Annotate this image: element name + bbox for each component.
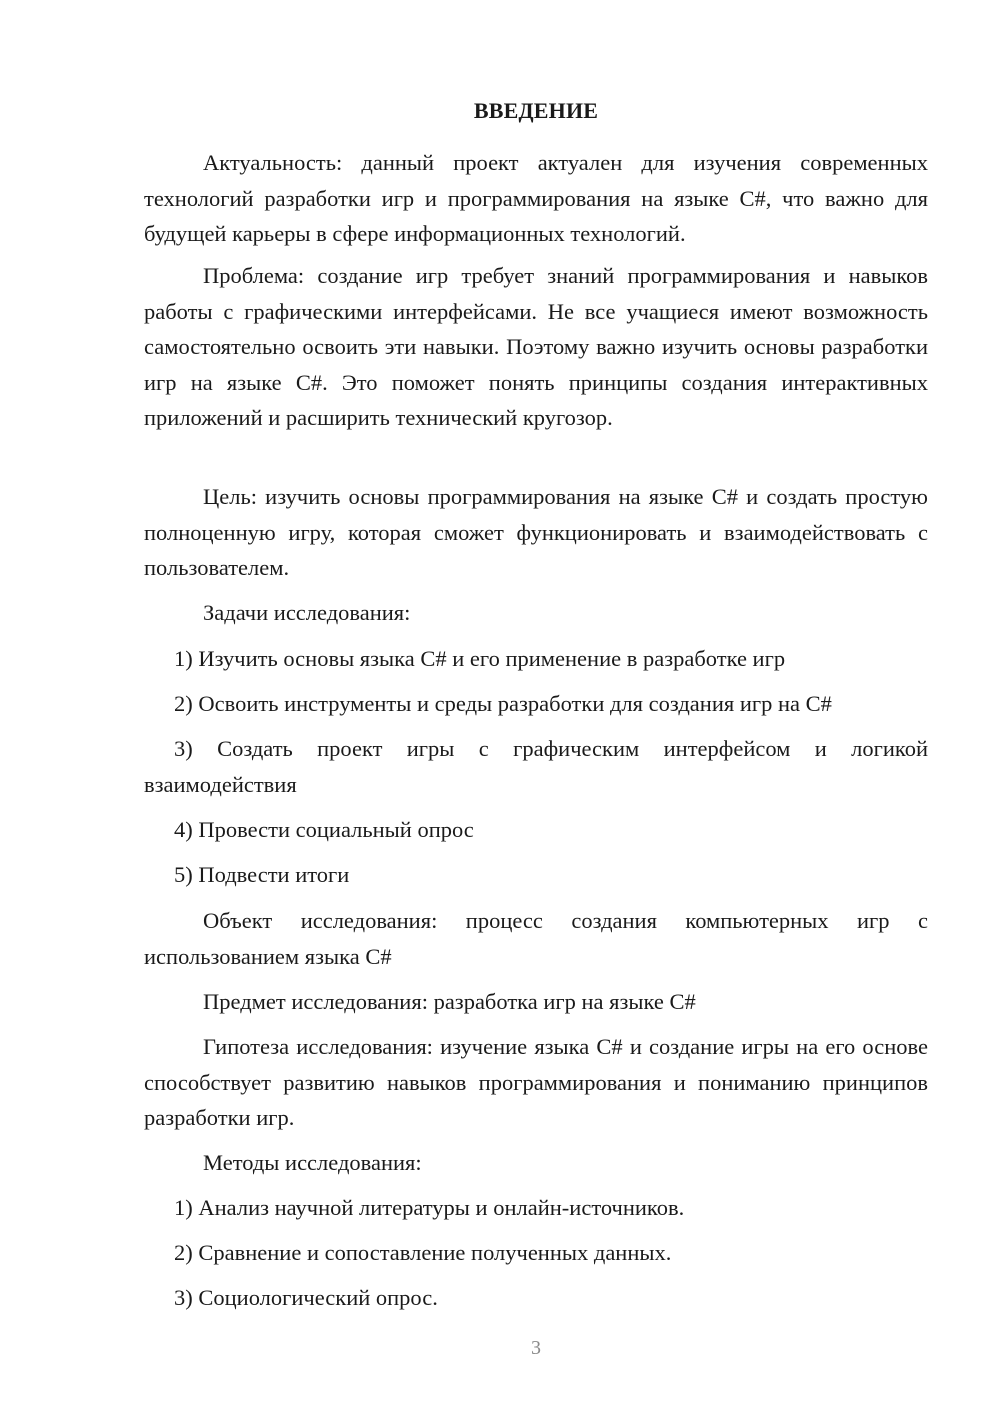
task-item-4: 4) Провести социальный опрос <box>174 817 474 842</box>
object-paragraph: Объект исследования: процесс создания компьютерных игр с использованием языка C# <box>144 908 928 969</box>
task-item-5: 5) Подвести итоги <box>174 862 350 887</box>
method-item-3: 3) Социологический опрос. <box>174 1285 438 1310</box>
goal-paragraph: Цель: изучить основы программирования на языке C# и создать простую полноценную игру, которая сможет функционировать и взаимодействовать с пользователем. <box>144 484 928 580</box>
methods-heading: Методы исследования: <box>203 1150 422 1175</box>
task-item-1: 1) Изучить основы языка C# и его применение в разработке игр <box>174 646 786 671</box>
hypothesis-paragraph: Гипотеза исследования: изучение языка C# и создание игры на его основе способствует развитию навыков программирования и пониманию принципов разработки игр. <box>144 1034 928 1130</box>
relevance-paragraph: Актуальность: данный проект актуален для изучения современных технологий разработки игр и программирования на языке C#, что важно для будущей карьеры в сфере информационных технологий. <box>144 150 928 246</box>
method-item-1: 1) Анализ научной литературы и онлайн-источников. <box>174 1195 685 1220</box>
problem-paragraph: Проблема: создание игр требует знаний программирования и навыков работы с графическими интерфейсами. Не все учащиеся имеют возможность самостоятельно освоить эти навыки. Поэтому важно изучить основы разработки игр на языке C#. Это поможет понять принципы создания интерактивных приложений и расширить технический кругозор. <box>144 263 928 430</box>
subject-paragraph: Предмет исследования: разработка игр на языке C# <box>203 989 696 1014</box>
tasks-heading: Задачи исследования: <box>203 600 411 625</box>
method-item-2: 2) Сравнение и сопоставление полученных данных. <box>174 1240 672 1265</box>
section-title: ВВЕДЕНИЕ <box>473 98 599 123</box>
task-item-3: 3) Создать проект игры с графическим интерфейсом и логикой взаимодействия <box>144 736 928 797</box>
page-number: 3 <box>531 1337 541 1359</box>
task-item-2: 2) Освоить инструменты и среды разработки для создания игр на C# <box>174 691 832 716</box>
